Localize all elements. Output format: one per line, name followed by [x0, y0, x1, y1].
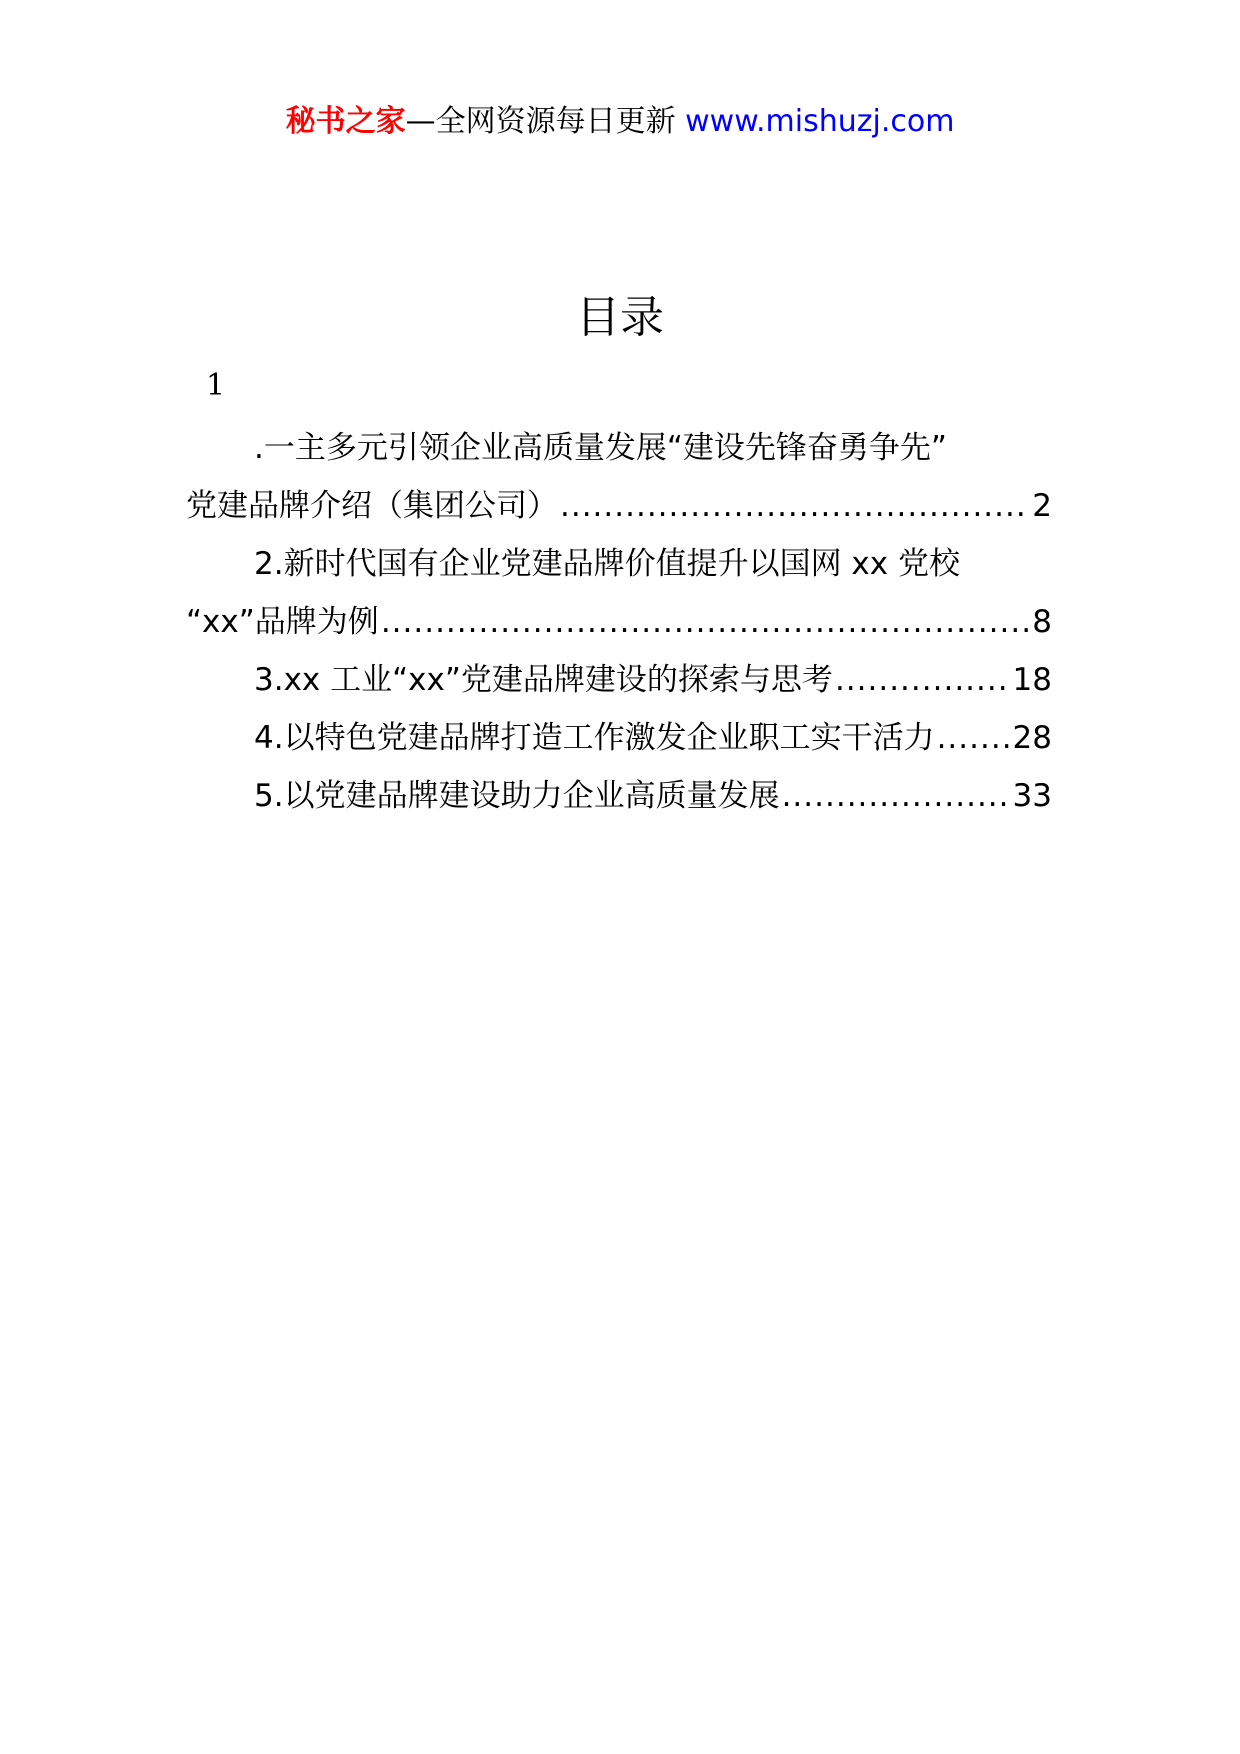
list-number-marker: 1 [206, 368, 226, 403]
toc-entry-title: 2.新时代国有企业党建品牌价值提升以国网 xx 党校 [254, 546, 960, 582]
toc-page-number: 28 [1012, 720, 1052, 756]
toc-entry-title: 4.以特色党建品牌打造工作激发企业职工实干活力 [254, 720, 935, 756]
brand-name: 秘书之家 [285, 104, 406, 139]
toc-entry-2-line1[interactable] [254, 542, 1052, 586]
page-header [0, 102, 1240, 142]
toc-entry-1-line1[interactable] [254, 426, 1052, 470]
toc-entry-title: 5.以党建品牌建设助力企业高质量发展 [254, 778, 780, 814]
toc-entry-title-cont: “xx”品牌为例 [186, 604, 379, 640]
header-tagline: —全网资源每日更新 [405, 104, 686, 139]
toc-entry-4[interactable] [254, 716, 1052, 760]
toc-entry-2-line2[interactable] [186, 600, 1052, 644]
toc-entry-5[interactable] [254, 774, 1052, 818]
toc-page-number: 8 [1032, 604, 1052, 640]
toc-entry-3[interactable] [254, 658, 1052, 702]
toc-entry-title: .一主多元引领企业高质量发展“建设先锋奋勇争先” [254, 430, 947, 466]
dot-leader [381, 600, 1030, 644]
toc-page-number: 18 [1012, 662, 1052, 698]
toc-page-number: 33 [1012, 778, 1052, 814]
toc-entry-1-line2[interactable] [186, 484, 1052, 528]
toc-entry-title: 3.xx 工业“xx”党建品牌建设的探索与思考 [254, 662, 833, 698]
dot-leader [782, 774, 1011, 818]
toc-page-number: 2 [1032, 488, 1052, 524]
toc-title: 目录 [576, 292, 664, 343]
dot-leader [835, 658, 1011, 702]
website-link[interactable]: www.mishuzj.com [685, 104, 955, 139]
dot-leader [937, 716, 1011, 760]
toc-entry-title-cont: 党建品牌介绍（集团公司） [186, 488, 558, 524]
dot-leader [560, 484, 1030, 528]
